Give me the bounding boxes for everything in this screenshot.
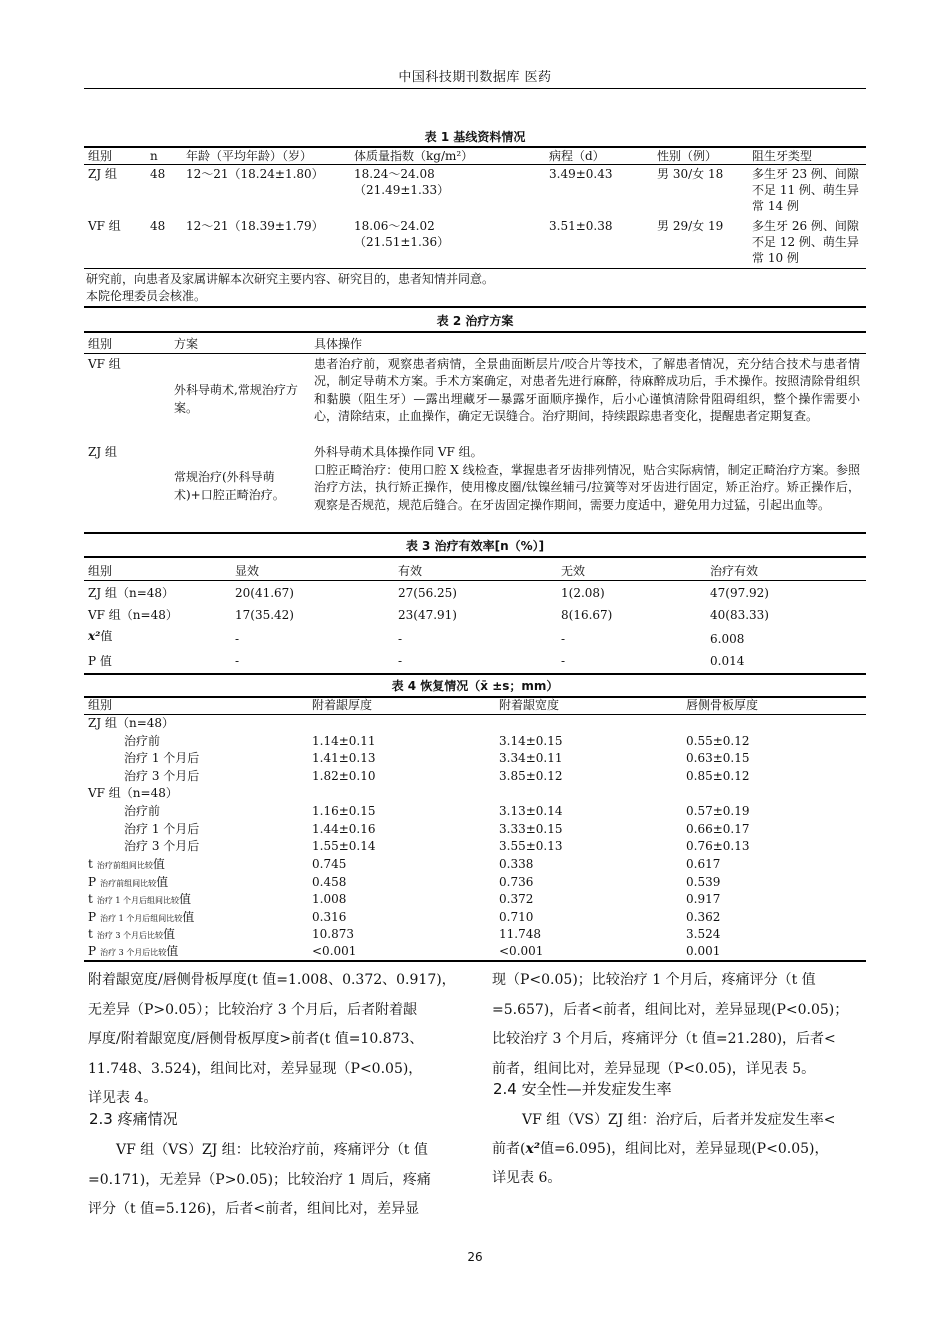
table2-cell: ZJ 组 xyxy=(88,445,117,459)
table2-cell: VF 组 xyxy=(88,357,121,371)
stat-subscript: 治疗 3 个月后比较 xyxy=(96,931,164,940)
table4-cell: <0.001 xyxy=(499,944,544,958)
body-line xyxy=(492,1135,828,1164)
table3-cell: 47(97.92) xyxy=(710,586,769,600)
table1-cell: 48 xyxy=(150,167,166,181)
table1-cell: 12～21（18.24±1.80） xyxy=(186,167,324,181)
body-line: 现（P<0.05)；比较治疗 1 个月后，疼痛评分（t 值 xyxy=(492,972,816,988)
body-line: 11.748、3.524)，组间比对，差异显现（P<0.05)， xyxy=(88,1060,423,1077)
table2-cell: 外科导萌术具体操作同 VF 组。 xyxy=(314,445,483,459)
table4-cell: 1.44±0.16 xyxy=(312,822,376,836)
stat-subscript: 治疗 1 个月后组间比较 xyxy=(100,914,183,923)
journal-header: 中国科技期刊数据库 医药 xyxy=(398,70,552,85)
table4-cell: 1.008 xyxy=(312,892,347,906)
body-line: =0.171)，无差异（P>0.05)；比较治疗 1 周后，疼痛 xyxy=(88,1171,431,1188)
body-line: 详见表 6。 xyxy=(492,1170,562,1186)
chi-square-symbol: x² xyxy=(525,1141,540,1157)
stat-suffix: 值 xyxy=(179,892,192,906)
table2-col-plan: 方案 xyxy=(174,337,199,351)
table4-group-label: ZJ 组（n=48） xyxy=(88,716,175,730)
table3-col-effective: 有效 xyxy=(398,564,423,578)
table4-row-label: 治疗 1 个月后 xyxy=(124,822,200,836)
table3-cell: VF 组（n=48） xyxy=(88,608,178,622)
table3-cell: - xyxy=(561,654,566,668)
table4-col-thickness: 附着龈厚度 xyxy=(312,698,373,712)
table1-col-type: 阻生牙类型 xyxy=(752,149,813,163)
table3-cell: 40(83.33) xyxy=(710,608,769,622)
table1-cell: 18.06～24.02（21.51±1.36） xyxy=(354,219,450,249)
table4-cell: 0.338 xyxy=(499,857,534,871)
table3-top-rule xyxy=(84,532,866,534)
table2-top-rule xyxy=(84,306,866,308)
table2-col-detail: 具体操作 xyxy=(314,337,363,351)
stat-subscript: 治疗前组间比较 xyxy=(96,861,153,870)
table1-col-n: n xyxy=(150,149,158,163)
table4-cell: 0.736 xyxy=(499,875,534,889)
table3-col-group: 组别 xyxy=(88,564,113,578)
table4-cell: 0.539 xyxy=(686,875,721,889)
stat-subscript: 治疗 3 个月后比较 xyxy=(100,948,167,957)
stat-symbol: P xyxy=(88,875,97,889)
table4-stat-label xyxy=(88,926,175,944)
table1-col-course: 病程（d） xyxy=(549,149,605,163)
table4-cell: 0.458 xyxy=(312,875,347,889)
table3-cell xyxy=(88,628,112,644)
table3-cell: 6.008 xyxy=(710,632,745,646)
body-line: 详见表 4。 xyxy=(88,1090,158,1106)
table4-cell: 3.55±0.13 xyxy=(499,839,563,853)
table3-caption-rule xyxy=(84,556,866,558)
table2-header-rule xyxy=(84,353,866,354)
table4-col-group: 组别 xyxy=(88,698,113,712)
table4-cell: 11.748 xyxy=(499,927,541,941)
table4-cell: 0.57±0.19 xyxy=(686,804,750,818)
body-line: 前者，组间比对，差异显现（P<0.05)，详见表 5。 xyxy=(492,1060,816,1077)
stat-suffix: 值 xyxy=(163,927,176,941)
table3-caption: 表 3 治疗有效率[n（%）] xyxy=(405,539,545,553)
table3-cell: 20(41.67) xyxy=(235,586,294,600)
table4-stat-label xyxy=(88,909,194,927)
table3-cell: 23(47.91) xyxy=(398,608,457,622)
table3-cell: 0.014 xyxy=(710,654,745,668)
table3-cell: - xyxy=(235,654,240,668)
table1-cell: ZJ 组 xyxy=(88,167,117,181)
table1-cell: 多生牙 26 例、间隙不足 12 例、萌生异常 10 例 xyxy=(752,219,859,265)
table4-cell: 0.63±0.15 xyxy=(686,751,750,765)
body-line: 比较治疗 3 个月后，疼痛评分（t 值=21.280)，后者< xyxy=(492,1031,836,1047)
table4-cell: 1.82±0.10 xyxy=(312,769,376,783)
body-line: 无差异（P>0.05）；比较治疗 3 个月后，后者附着龈 xyxy=(88,1001,418,1018)
table2-cell: 患者治疗前，观察患者病情，全景曲面断层片/咬合片等技术，了解患者情况，充分结合技术与患者情况，制定导萌术方案。手术方案确定，对患者先进行麻醉，待麻醉成功后，手术操作。按照清除骨组织和黏膜（阻生牙）—露出埋藏牙—暴露牙面顺序操作，后小心谨慎清除骨阻碍组织，整个操作需要小心，清除结束，止血操作，确定无误缝合。治疗期间，持续跟踪患者变化，提醒患者定期复查。 xyxy=(314,357,860,424)
chi-square-label: 值 xyxy=(100,629,113,643)
stat-symbol: P xyxy=(88,910,97,924)
table4-stat-label xyxy=(88,943,178,961)
section-2-4-title: 2.4 安全性—并发症发生率 xyxy=(493,1080,672,1098)
table1-cell: 多生牙 23 例、间隙不足 11 例、萌生异常 14 例 xyxy=(752,167,859,213)
chi-square-symbol: x² xyxy=(88,629,101,643)
table3-cell: P 值 xyxy=(88,654,112,668)
table3-col-ineffective: 无效 xyxy=(561,564,586,578)
table4-cell: 3.524 xyxy=(686,927,721,941)
body-fragment: 前者( xyxy=(492,1141,526,1157)
table3-cell: 17(35.42) xyxy=(235,608,294,622)
stat-suffix: 值 xyxy=(156,875,169,889)
table3-cell: ZJ 组（n=48） xyxy=(88,586,175,600)
table4-cell: 1.14±0.11 xyxy=(312,734,376,748)
table1-header-rule xyxy=(84,164,866,165)
table4-cell: 1.55±0.14 xyxy=(312,839,376,853)
stat-suffix: 值 xyxy=(166,944,179,958)
section-2-3-title: 2.3 疼痛情况 xyxy=(89,1110,178,1128)
table4-cell: <0.001 xyxy=(312,944,357,958)
header-rule xyxy=(84,88,866,89)
table2-cell: 常规治疗(外科导萌术)+口腔正畸治疗。 xyxy=(174,470,285,502)
table3-cell: - xyxy=(561,632,566,646)
stat-suffix: 值 xyxy=(182,910,195,924)
table3-cell: - xyxy=(398,632,403,646)
table4-stat-label xyxy=(88,891,191,909)
body-line: 评分（t 值=5.126)，后者<前者，组间比对，差异显 xyxy=(88,1201,420,1217)
table4-cell: 3.13±0.14 xyxy=(499,804,563,818)
stat-symbol: t xyxy=(88,892,93,906)
stat-subscript: 治疗 1 个月后组间比较 xyxy=(96,896,180,905)
table4-col-bone: 唇侧骨板厚度 xyxy=(686,698,759,712)
table2-cell: 口腔正畸治疗：使用口腔 X 线检查，掌握患者牙齿排列情况，贴合实际病情，制定正畸治疗方案。参照治疗方法，执行矫正操作，使用橡皮圈/钛镍丝辅弓/拉簧等对牙齿进行固定，矫正治疗。矫正操作后，观察是否规范，规范后缝合。在牙齿固定操作期间，需要力度适中，避免用力过猛，引起出血等。 xyxy=(314,463,860,512)
table3-cell: 8(16.67) xyxy=(561,608,613,622)
table1-caption: 表 1 基线资料情况 xyxy=(424,130,526,144)
table4-col-width: 附着龈宽度 xyxy=(499,698,560,712)
body-line: 附着龈宽度/唇侧骨板厚度(t 值=1.008、0.372、0.917)， xyxy=(88,972,456,988)
body-line: VF 组（VS）ZJ 组：比较治疗前，疼痛评分（t 值 xyxy=(116,1142,428,1158)
table1-col-age: 年龄（平均年龄）（岁） xyxy=(186,149,313,163)
stat-symbol: t xyxy=(88,857,93,871)
stat-suffix: 值 xyxy=(152,857,165,871)
table1-cell: 18.24～24.08（21.49±1.33） xyxy=(354,167,450,197)
table4-cell: 0.001 xyxy=(686,944,721,958)
table3-header-rule xyxy=(84,580,866,581)
table1-note: 本院伦理委员会核准。 xyxy=(86,289,207,303)
table1-cell: 3.51±0.38 xyxy=(549,219,613,233)
table4-cell: 0.66±0.17 xyxy=(686,822,750,836)
table4-cell: 0.85±0.12 xyxy=(686,769,750,783)
table1-col-group: 组别 xyxy=(88,149,113,163)
table4-caption: 表 4 恢复情况（x̄ ±s；mm） xyxy=(391,679,559,693)
table4-cell: 0.745 xyxy=(312,857,347,871)
table4-stat-label xyxy=(88,874,168,892)
table1-col-sex: 性别（例） xyxy=(657,149,718,163)
page-number: 26 xyxy=(467,1250,483,1264)
table4-cell: 0.710 xyxy=(499,910,534,924)
body-fragment: 值=6.095)，组间比对，差异显现(P<0.05)， xyxy=(539,1141,829,1157)
table2-col-group: 组别 xyxy=(88,337,113,351)
table4-row-label: 治疗前 xyxy=(124,734,161,748)
table1-col-bmi: 体质量指数（kg/m²） xyxy=(354,149,474,163)
table4-bottom-rule xyxy=(84,960,866,962)
table4-cell: 3.34±0.11 xyxy=(499,751,563,765)
table4-cell: 0.55±0.12 xyxy=(686,734,750,748)
table4-cell: 0.372 xyxy=(499,892,534,906)
table4-cell: 0.917 xyxy=(686,892,721,906)
table2-caption: 表 2 治疗方案 xyxy=(436,314,514,328)
table3-cell: 1(2.08) xyxy=(561,586,605,600)
body-line: 厚度/附着龈宽度/唇侧骨板厚度>前者(t 值=10.873、 xyxy=(88,1031,424,1047)
table4-cell: 0.76±0.13 xyxy=(686,839,750,853)
stat-subscript: 治疗前组间比较 xyxy=(100,879,157,888)
table3-cell: - xyxy=(398,654,403,668)
table4-cell: 3.85±0.12 xyxy=(499,769,563,783)
table3-col-marked: 显效 xyxy=(235,564,260,578)
stat-symbol: P xyxy=(88,944,97,958)
body-line: =5.657)，后者<前者，组间比对，差异显现(P<0.05)； xyxy=(492,1001,849,1018)
table3-cell: - xyxy=(235,632,240,646)
table4-stat-label xyxy=(88,856,165,874)
table4-cell: 1.41±0.13 xyxy=(312,751,376,765)
table1-cell: VF 组 xyxy=(88,219,121,233)
table1-cell: 3.49±0.43 xyxy=(549,167,613,181)
stat-symbol: t xyxy=(88,927,93,941)
table1-cell: 12～21（18.39±1.79） xyxy=(186,219,324,233)
table4-group-label: VF 组（n=48） xyxy=(88,786,178,800)
table4-cell: 0.316 xyxy=(312,910,347,924)
body-line: VF 组（VS）ZJ 组：治疗后，后者并发症发生率< xyxy=(522,1112,836,1128)
table4-cell: 0.617 xyxy=(686,857,721,871)
table1-bottom-rule xyxy=(84,268,866,269)
table4-row-label: 治疗 3 个月后 xyxy=(124,839,200,853)
table3-col-total: 治疗有效 xyxy=(710,564,759,578)
table4-cell: 3.33±0.15 xyxy=(499,822,563,836)
table4-cell: 1.16±0.15 xyxy=(312,804,376,818)
table4-cell: 0.362 xyxy=(686,910,721,924)
table4-cell: 3.14±0.15 xyxy=(499,734,563,748)
table4-cell: 10.873 xyxy=(312,927,354,941)
table2-caption-rule xyxy=(84,331,866,333)
table4-row-label: 治疗 3 个月后 xyxy=(124,769,200,783)
table1-cell: 男 29/女 19 xyxy=(657,219,724,233)
table4-row-label: 治疗 1 个月后 xyxy=(124,751,200,765)
table2-cell: 外科导萌术,常规治疗方案。 xyxy=(174,383,298,415)
table1-note: 研究前，向患者及家属讲解本次研究主要内容、研究目的，患者知情并同意。 xyxy=(86,272,495,286)
table4-top-rule xyxy=(84,673,866,675)
table4-row-label: 治疗前 xyxy=(124,804,161,818)
table4-header-rule xyxy=(84,714,866,715)
table3-cell: 27(56.25) xyxy=(398,586,457,600)
table1-cell: 48 xyxy=(150,219,166,233)
table1-cell: 男 30/女 18 xyxy=(657,167,724,181)
